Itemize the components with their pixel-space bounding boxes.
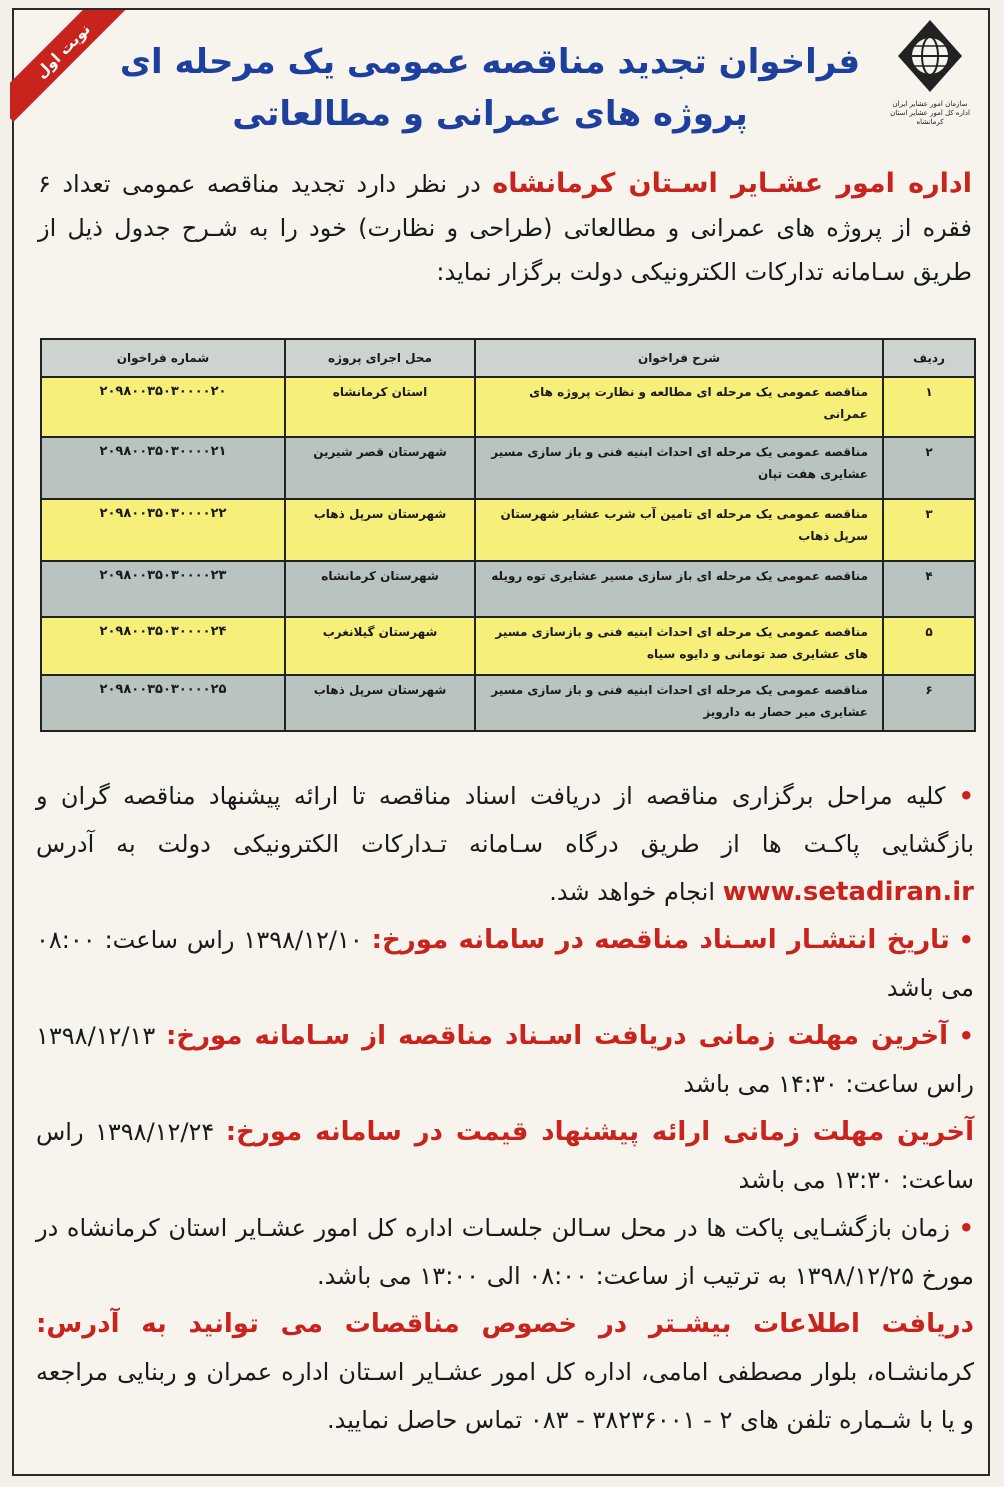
table-row: [41, 617, 975, 675]
logo-org-line1: سازمان امور عشایر ایران: [892, 100, 968, 108]
intro-organization: اداره امور عشـایر اسـتان کرمانشاه: [492, 168, 972, 199]
bullet-icon: •: [958, 926, 974, 954]
row-number: ۱: [883, 377, 975, 437]
logo-org-line2: اداره کل امور عشایر استان کرمانشاه: [890, 109, 970, 126]
row-description: مناقصه عمومی یک مرحله ای مطالعه و نظارت پروژه های عمرانی: [475, 377, 883, 437]
document-deadline-text: ۱۳۹۸/۱۲/۱۳ راس ساعت: ۱۴:۳۰ می باشد: [36, 1022, 974, 1098]
page-title: فراخوان تجدید مناقصه عمومی یک مرحله ای: [119, 42, 861, 82]
document-deadline-label: آخرین مهلت زمانی دریافت اسـناد مناقصه از سـامانه مورخ:: [165, 1021, 948, 1051]
row-tender-number: ۲۰۹۸۰۰۳۵۰۳۰۰۰۰۲۰: [41, 377, 285, 437]
table-header-row: [41, 339, 975, 377]
row-tender-number: ۲۰۹۸۰۰۳۵۰۳۰۰۰۰۲۳: [41, 561, 285, 617]
publish-date-paragraph: [36, 916, 974, 1012]
bullet-icon: •: [958, 782, 974, 810]
header-location: محل اجرای پروژه: [285, 339, 475, 377]
opening-time-paragraph: [36, 1204, 974, 1300]
row-number: ۵: [883, 617, 975, 675]
table-row: [41, 675, 975, 731]
table-row: [41, 561, 975, 617]
procedure-tail: انجام خواهد شد.: [549, 878, 715, 906]
row-number: ۳: [883, 499, 975, 561]
bullet-icon: •: [958, 1214, 974, 1242]
globe-emblem-icon: [896, 18, 964, 96]
header-description: شرح فراخوان: [475, 339, 883, 377]
table-row: [41, 499, 975, 561]
contact-paragraph: [36, 1300, 974, 1444]
procedure-text: کلیه مراحل برگزاری مناقصه از دریافت اسناد مناقصه تا ارائه پیشنهاد مناقصه گران و بازگشایی پاکـت ها از طریق درگاه سـامانه تـدارکات الکترونیکی دولت به آدرس: [36, 782, 974, 858]
contact-text: کرمانشـاه، بلوار مصطفی امامی، اداره کل امور عشـایر اسـتان اداره عمران و ربنایی مراجعه و یا با شـماره تلفن های ۲ - ۳۸۲۳۶۰۰۱ - ۰۸۳ تماس حاصل نمایید.: [36, 1358, 974, 1434]
row-tender-number: ۲۰۹۸۰۰۳۵۰۳۰۰۰۰۲۱: [41, 437, 285, 499]
document-deadline-paragraph: [36, 1012, 974, 1108]
intro-text: در نظر دارد تجدید مناقصه عمومی تعداد ۶ فقره از پروژه های عمرانی و مطالعاتی (طراحی و نظارت) خود را به شـرح جدول ذیل از طریق سـامانه تدارکات الکترونیکی دولت برگزار نماید:: [38, 170, 972, 286]
table-row: [41, 377, 975, 437]
publish-date-text: ۱۳۹۸/۱۲/۱۰ راس ساعت: ۰۸:۰۰ می باشد: [36, 926, 974, 1002]
intro-paragraph: [38, 162, 972, 294]
opening-time-text: زمان بازگشـایی پاکت ها در محل سـالن جلسـات اداره کل امور عشـایر استان کرمانشاه در مورخ ۱۳۹۸/۱۲/۲۵ به ترتیب از ساعت: ۰۸:۰۰ الی ۱۳:۰۰ می باشد.: [36, 1214, 974, 1290]
bullet-icon: •: [958, 1022, 974, 1050]
website-link[interactable]: www.setadiran.ir: [722, 877, 974, 907]
row-number: ۶: [883, 675, 975, 731]
row-location: استان کرمانشاه: [285, 377, 475, 437]
contact-label: دریافت اطلاعات بیشـتر در خصوص مناقصات می توانید به آدرس:: [36, 1309, 974, 1339]
tender-table: [40, 338, 976, 732]
row-description: مناقصه عمومی یک مرحله ای باز سازی مسیر عشایری توه رویله: [475, 561, 883, 617]
ribbon-label: نوبت اول: [10, 10, 130, 122]
organization-logo: [878, 16, 982, 126]
row-description: مناقصه عمومی یک مرحله ای احداث ابنیه فنی و بازسازی مسیر های عشایری صد تومانی و دایوه سیاه: [475, 617, 883, 675]
row-location: شهرستان کرمانشاه: [285, 561, 475, 617]
row-description: مناقصه عمومی یک مرحله ای احداث ابنیه فنی و باز سازی مسیر عشایری هفت تپان: [475, 437, 883, 499]
row-location: شهرستان سرپل ذهاب: [285, 499, 475, 561]
row-location: شهرستان سرپل ذهاب: [285, 675, 475, 731]
bid-deadline-paragraph: [36, 1108, 974, 1204]
bid-deadline-text: ۱۳۹۸/۱۲/۲۴ راس ساعت: ۱۳:۳۰ می باشد: [36, 1118, 974, 1194]
row-tender-number: ۲۰۹۸۰۰۳۵۰۳۰۰۰۰۲۵: [41, 675, 285, 731]
row-description: مناقصه عمومی یک مرحله ای تامین آب شرب عشایر شهرستان سرپل ذهاب: [475, 499, 883, 561]
bid-deadline-label: آخرین مهلت زمانی ارائه پیشنهاد قیمت در سامانه مورخ:: [225, 1117, 975, 1147]
notice-body: [36, 772, 974, 1444]
row-number: ۲: [883, 437, 975, 499]
header-tender-number: شماره فراخوان: [41, 339, 285, 377]
row-description: مناقصه عمومی یک مرحله ای احداث ابنیه فنی و باز سازی مسیر عشایری میر حصار به دارویز: [475, 675, 883, 731]
logo-caption: [878, 100, 982, 127]
page-subtitle: پروژه های عمرانی و مطالعاتی: [232, 94, 748, 134]
row-tender-number: ۲۰۹۸۰۰۳۵۰۳۰۰۰۰۲۲: [41, 499, 285, 561]
row-location: شهرستان گیلانغرب: [285, 617, 475, 675]
table-row: [41, 437, 975, 499]
row-number: ۴: [883, 561, 975, 617]
header-row-number: ردیف: [883, 339, 975, 377]
publish-date-label: تاریخ انتشـار اسـناد مناقصه در سامانه مورخ:: [371, 925, 950, 955]
procedure-paragraph: [36, 772, 974, 916]
row-tender-number: ۲۰۹۸۰۰۳۵۰۳۰۰۰۰۲۴: [41, 617, 285, 675]
row-location: شهرستان قصر شیرین: [285, 437, 475, 499]
